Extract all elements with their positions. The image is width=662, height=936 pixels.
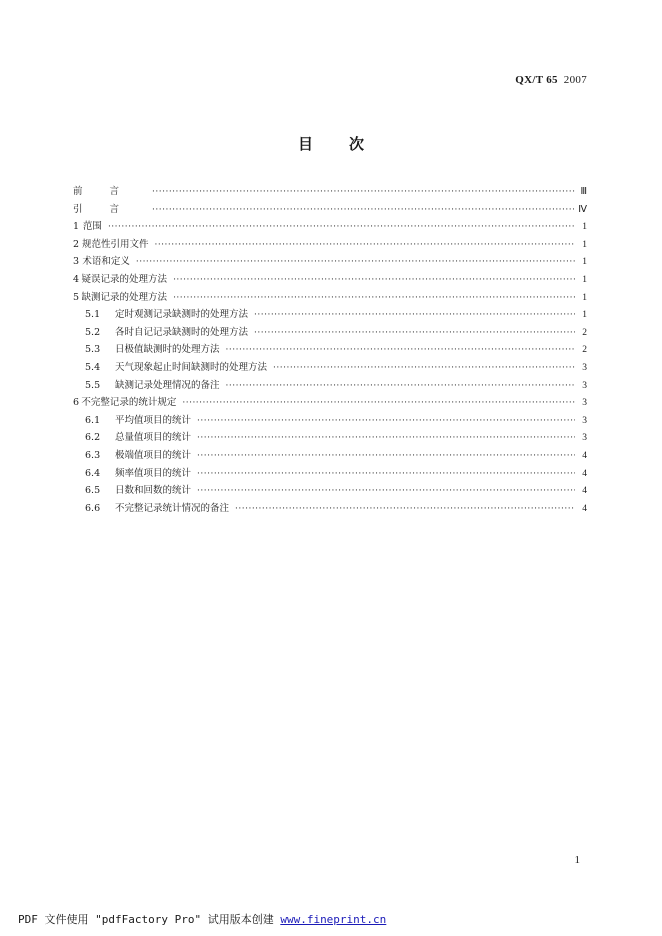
toc-entry-label: 频率值项目的统计 — [115, 467, 192, 479]
toc-entry-number: 6.5 — [85, 485, 101, 497]
toc-entry-number: 5 — [73, 291, 80, 303]
toc-entry-label: 总量值项目的统计 — [115, 432, 192, 444]
toc-entry[interactable] — [73, 447, 587, 465]
toc-entry[interactable] — [73, 201, 587, 219]
dot-leader — [197, 430, 575, 448]
toc-entry-label: 不完整记录的统计规定 — [81, 397, 177, 409]
toc-entry-number: 1 — [73, 221, 80, 233]
toc-entry[interactable] — [73, 271, 587, 289]
toc-entry[interactable] — [73, 324, 587, 342]
toc-entry-number: 5.5 — [85, 379, 101, 391]
toc-entry[interactable] — [73, 218, 587, 236]
toc-entry-label: 定时观测记录缺测时的处理方法 — [115, 309, 249, 321]
toc-entry-label: 日极值缺测时的处理方法 — [115, 344, 220, 356]
toc-entry-label: 不完整记录统计情况的备注 — [115, 502, 230, 514]
toc-entry-label: 各时自记记录缺测时的处理方法 — [115, 326, 249, 338]
toc-entry-page: 1 — [582, 310, 587, 321]
toc-entry-page: Ⅳ — [578, 204, 587, 215]
toc-entry-number: 5.4 — [85, 361, 101, 373]
toc-entry-number: 5.3 — [85, 344, 101, 356]
toc-entry[interactable] — [73, 306, 587, 324]
standard-number: QX/T 65 — [515, 74, 558, 86]
toc-entry-label: 范围 — [82, 221, 102, 233]
toc-entry-label: 引言 — [73, 203, 147, 215]
toc-entry-page: 1 — [582, 292, 587, 303]
toc-entry[interactable] — [73, 253, 587, 271]
toc-entry-number: 5.2 — [85, 326, 101, 338]
toc-entry-number: 6.3 — [85, 449, 101, 461]
toc-entry-label: 缺测记录处理情况的备注 — [115, 379, 220, 391]
toc-entry-page: 3 — [582, 380, 587, 391]
dot-leader — [197, 448, 575, 466]
toc-entry-page: 3 — [582, 362, 587, 373]
toc-entry[interactable] — [73, 359, 587, 377]
toc-entry-label: 前言 — [73, 186, 147, 197]
toc-entry-page: 4 — [582, 468, 587, 479]
document-code — [515, 74, 587, 86]
toc-entry-number: 6.1 — [85, 414, 101, 426]
toc-entry-label: 极端值项目的统计 — [115, 449, 192, 461]
toc-entry-page: 4 — [582, 486, 587, 497]
toc-entry-page: 3 — [582, 415, 587, 426]
dot-leader — [152, 202, 574, 220]
toc-entry-number: 2 — [73, 238, 80, 250]
toc-entry-page: 4 — [582, 450, 587, 461]
toc-entry-number: 6.4 — [85, 467, 101, 479]
dot-leader — [136, 254, 575, 272]
toc-entry[interactable] — [73, 183, 587, 201]
toc-entry-label: 天气现象起止时间缺测时的处理方法 — [115, 361, 268, 373]
dot-leader — [173, 290, 575, 308]
toc-entry-label: 缺测记录的处理方法 — [81, 291, 168, 303]
dot-leader — [235, 501, 575, 519]
dot-leader — [254, 307, 575, 325]
toc-entry[interactable] — [73, 500, 587, 518]
dot-leader — [226, 378, 575, 396]
page-number: 1 — [574, 854, 580, 866]
toc-entry-label: 术语和定义 — [82, 256, 130, 268]
toc-entry-page: 3 — [582, 398, 587, 409]
dot-leader — [108, 219, 575, 237]
dot-leader — [173, 272, 575, 290]
toc-entry[interactable] — [73, 236, 587, 254]
dot-leader — [152, 184, 575, 202]
pdf-footer — [18, 911, 386, 927]
toc-entry[interactable] — [73, 377, 587, 395]
toc-entry-number: 4 — [73, 273, 80, 285]
toc-entry-label: 日数和回数的统计 — [115, 485, 192, 497]
standard-year: 2007 — [563, 74, 587, 86]
toc-entry-page: Ⅲ — [580, 187, 587, 197]
dot-leader — [197, 466, 575, 484]
toc-entry-page: 4 — [582, 503, 587, 514]
toc-entry-page: 2 — [582, 345, 587, 356]
dot-leader — [197, 483, 575, 501]
toc-entry-page: 3 — [582, 433, 587, 444]
toc-entry-number: 6.2 — [85, 432, 101, 444]
toc-entry[interactable] — [73, 482, 587, 500]
toc-entry[interactable] — [73, 465, 587, 483]
toc-entry-number: 6 — [73, 397, 80, 409]
toc-entry[interactable] — [73, 289, 587, 307]
toc-entry-page: 1 — [582, 274, 587, 285]
toc-entry[interactable] — [73, 341, 587, 359]
toc-entry-page: 1 — [582, 239, 587, 250]
toc-entry[interactable] — [73, 412, 587, 430]
dot-leader — [197, 413, 575, 431]
toc-entry-number: 5.1 — [85, 309, 101, 321]
footer-text: PDF 文件使用 "pdfFactory Pro" 试用版本创建 — [18, 913, 281, 926]
toc-entry[interactable] — [73, 429, 587, 447]
table-of-contents — [73, 183, 587, 517]
dot-leader — [254, 325, 575, 343]
toc-entry-label: 疑误记录的处理方法 — [81, 273, 168, 285]
toc-entry-label: 规范性引用文件 — [81, 238, 149, 250]
dot-leader — [273, 360, 575, 378]
dot-leader — [226, 342, 575, 360]
page-title: 目次 — [297, 135, 400, 153]
dot-leader — [182, 395, 575, 413]
toc-entry-page: 1 — [582, 222, 587, 233]
toc-entry-number: 3 — [73, 256, 80, 268]
toc-entry[interactable] — [73, 394, 587, 412]
toc-entry-label: 平均值项目的统计 — [115, 414, 192, 426]
toc-entry-page: 2 — [582, 327, 587, 338]
footer-link[interactable]: www.fineprint.cn — [280, 913, 387, 926]
dot-leader — [154, 237, 575, 255]
toc-entry-number: 6.6 — [85, 502, 101, 514]
toc-entry-page: 1 — [582, 257, 587, 268]
